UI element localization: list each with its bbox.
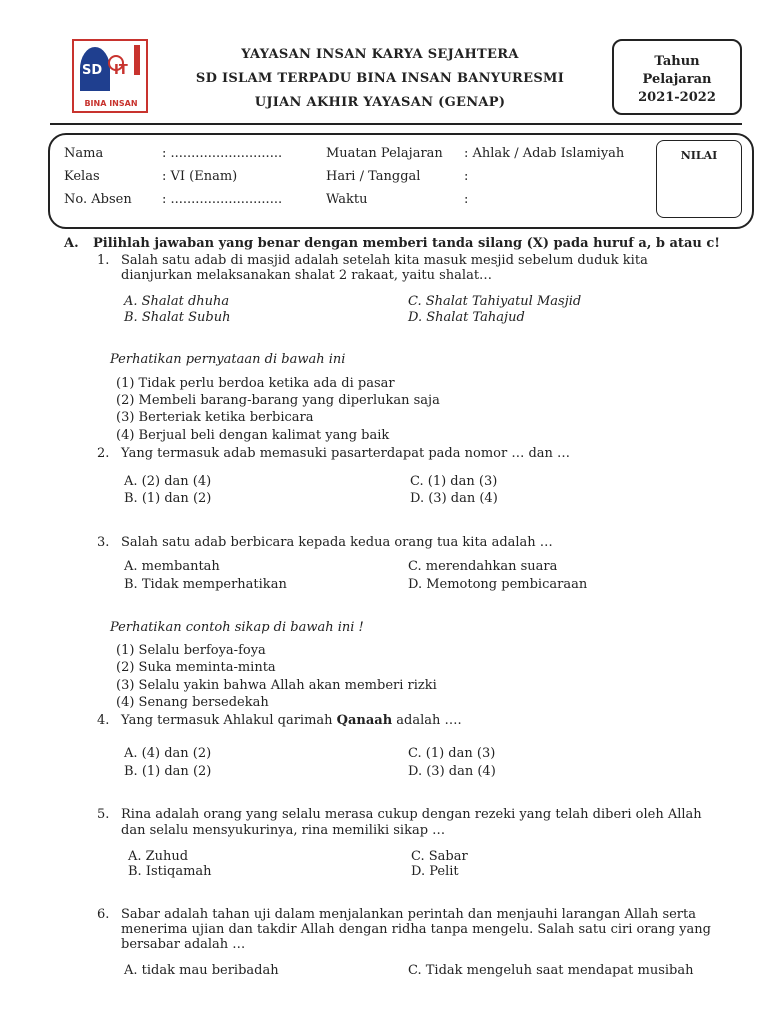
question-5-text-line2: dan selalu mensyukurinya, rina memiliki sikap … [121, 823, 446, 838]
waktu-label: Waktu [326, 192, 368, 207]
option-a[interactable]: A. (2) dan (4) [124, 474, 212, 489]
option-c[interactable]: C. Tidak mengeluh saat mendapat musibah [408, 963, 694, 978]
option-c[interactable]: C. Shalat Tahiyatul Masjid [408, 294, 582, 309]
absen-label: No. Absen [64, 192, 132, 207]
hari-label: Hari / Tanggal [326, 169, 421, 184]
question-6-text-line3: bersabar adalah … [121, 937, 246, 952]
logo-name-text: BINA INSAN [84, 99, 138, 108]
waktu-field[interactable]: : [464, 192, 469, 207]
year-label-1: Tahun [654, 54, 700, 69]
statement-intro: Perhatikan contoh sikap di bawah ini ! [110, 620, 364, 635]
section-letter: A. [64, 236, 79, 251]
question-number: 4. [97, 713, 110, 728]
school-name: SD ISLAM TERPADU BINA INSAN BANYURESMI [195, 71, 565, 86]
foundation-name: YAYASAN INSAN KARYA SEJAHTERA [241, 47, 519, 62]
statement-item: (2) Membeli barang-barang yang diperlukan saja [116, 393, 440, 408]
logo-sd-text: SD [82, 63, 103, 78]
option-d[interactable]: D. Shalat Tahajud [408, 310, 525, 325]
option-b[interactable]: B. (1) dan (2) [124, 764, 212, 779]
option-d[interactable]: D. Memotong pembicaraan [408, 577, 588, 592]
muatan-value: : Ahlak / Adab Islamiyah [464, 146, 625, 161]
statement-item: (2) Suka meminta-minta [116, 660, 276, 675]
kelas-value: : VI (Enam) [162, 169, 238, 184]
section-instruction: Pilihlah jawaban yang benar dengan memberi tanda silang (X) pada huruf a, b atau c! [93, 236, 720, 251]
option-a[interactable]: A. membantah [124, 559, 220, 574]
question-2-text: Yang termasuk adab memasuki pasarterdapat pada nomor … dan … [121, 446, 571, 461]
logo-tower [134, 45, 140, 75]
statement-item: (1) Selalu berfoya-foya [116, 643, 266, 658]
absen-field[interactable]: : ........................... [162, 192, 283, 207]
option-b[interactable]: B. (1) dan (2) [124, 491, 212, 506]
option-c[interactable]: C. (1) dan (3) [408, 746, 496, 761]
statement-intro: Perhatikan pernyataan di bawah ini [110, 352, 346, 367]
muatan-label: Muatan Pelajaran [326, 146, 443, 161]
option-a[interactable]: A. Zuhud [128, 849, 189, 864]
option-c[interactable]: C. merendahkan suara [408, 559, 558, 574]
nilai-label: NILAI [680, 149, 718, 162]
statement-item: (1) Tidak perlu berdoa ketika ada di pasar [116, 376, 395, 391]
statement-item: (4) Berjual beli dengan kalimat yang baik [116, 428, 390, 443]
hari-field[interactable]: : [464, 169, 469, 184]
statement-item: (3) Selalu yakin bahwa Allah akan memberi rizki [116, 678, 437, 693]
question-number: 5. [97, 807, 110, 822]
question-number: 6. [97, 907, 110, 922]
nama-label: Nama [64, 146, 104, 161]
question-6-text-line1: Sabar adalah tahan uji dalam menjalankan perintah dan menjauhi larangan Allah serta [121, 907, 696, 922]
option-d[interactable]: D. Pelit [411, 864, 459, 879]
statement-item: (3) Berteriak ketika berbicara [116, 410, 314, 425]
nama-field[interactable]: : ........................... [162, 146, 283, 161]
option-b[interactable]: B. Tidak memperhatikan [124, 577, 287, 592]
school-logo [72, 39, 148, 113]
year-label-2: Pelajaran [642, 72, 712, 87]
question-6-text-line2: menerima ujian dan takdir Allah dengan ridha tanpa mengelu. Salah satu ciri orang yang [121, 922, 711, 937]
question-4-text [121, 712, 462, 729]
option-a[interactable]: A. tidak mau beribadah [124, 963, 279, 978]
option-d[interactable]: D. (3) dan (4) [408, 764, 496, 779]
option-c[interactable]: C. (1) dan (3) [410, 474, 498, 489]
option-d[interactable]: D. (3) dan (4) [410, 491, 498, 506]
question-1-text-line2: dianjurkan melaksanakan shalat 2 rakaat, yaitu shalat… [121, 268, 493, 283]
question-3-text: Salah satu adab berbicara kepada kedua orang tua kita adalah … [121, 535, 553, 550]
question-1-text-line1: Salah satu adab di masjid adalah setelah kita masuk mesjid sebelum duduk kita [121, 253, 648, 268]
option-b[interactable]: B. Shalat Subuh [124, 310, 231, 325]
question-5-text-line1: Rina adalah orang yang selalu merasa cukup dengan rezeki yang telah diberi oleh Allah [121, 807, 702, 822]
header-rule [50, 123, 742, 125]
nilai-box [656, 140, 742, 218]
option-b[interactable]: B. Istiqamah [128, 864, 212, 879]
kelas-label: Kelas [64, 169, 100, 184]
question-4-text-b: adalah …. [392, 713, 462, 728]
option-a[interactable]: A. Shalat dhuha [124, 294, 230, 309]
question-4-keyword: Qanaah [336, 713, 393, 728]
question-number: 3. [97, 535, 110, 550]
logo-it-text: IT [114, 63, 128, 78]
option-c[interactable]: C. Sabar [411, 849, 468, 864]
exam-title: UJIAN AKHIR YAYASAN (GENAP) [254, 95, 506, 110]
question-4-text-a: Yang termasuk Ahlakul qarimah [121, 713, 337, 728]
year-value: 2021-2022 [638, 90, 716, 105]
option-a[interactable]: A. (4) dan (2) [124, 746, 212, 761]
academic-year-box [612, 39, 742, 115]
question-number: 1. [97, 253, 110, 268]
statement-item: (4) Senang bersedekah [116, 695, 269, 710]
question-number: 2. [97, 446, 110, 461]
